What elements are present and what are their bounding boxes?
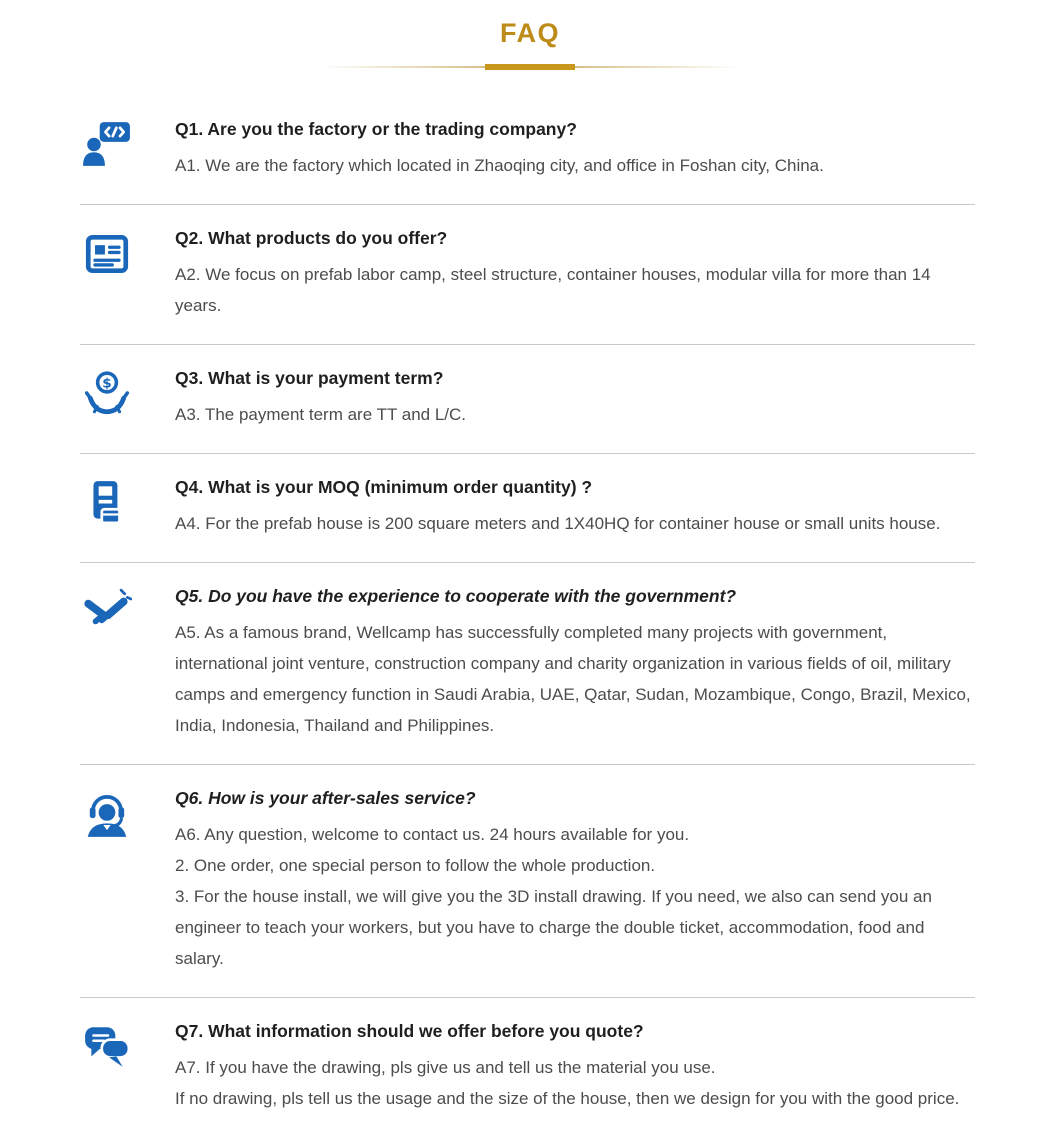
document-list-icon bbox=[82, 229, 132, 279]
icon-column bbox=[80, 786, 175, 974]
chat-bubbles-icon bbox=[82, 1022, 132, 1072]
icon-column bbox=[80, 366, 175, 430]
faq-text bbox=[175, 226, 975, 321]
faq-item-q3 bbox=[80, 345, 975, 454]
faq-answers bbox=[175, 819, 975, 974]
answer-text: A5. As a famous brand, Wellcamp has successfully completed many projects with government, international joint venture, construction company and charity organization in various fields of oil, military camps and emergency function in Saudi Arabia, UAE, Qatar, Sudan, Mozambique, Congo, Brazil, Mexico, India, Indonesia, Thailand and Philippines. bbox=[175, 623, 971, 735]
answer-text: A1. We are the factory which located in Zhaoqing city, and office in Foshan city, China. bbox=[175, 156, 824, 175]
faq-question: Q1. Are you the factory or the trading company? bbox=[175, 119, 577, 139]
answer-text: 3. For the house install, we will give you the 3D install drawing. If you need, we also can send you an engineer to teach your workers, but you have to charge the double ticket, accommodation, food and salary. bbox=[175, 887, 932, 968]
faq-answers bbox=[175, 1052, 975, 1114]
faq-question: Q3. What is your payment term? bbox=[175, 368, 444, 388]
icon-column bbox=[80, 117, 175, 181]
faq-item-q6 bbox=[80, 765, 975, 998]
faq-answers bbox=[175, 150, 975, 181]
answer-text: A6. Any question, welcome to contact us. 24 hours available for you. bbox=[175, 825, 690, 844]
faq-question: Q6. How is your after-sales service? bbox=[175, 788, 476, 808]
faq-text bbox=[175, 475, 975, 539]
faq-item-q7 bbox=[80, 998, 975, 1137]
faq-item-q2 bbox=[80, 205, 975, 345]
faq-question: Q5. Do you have the experience to cooperate with the government? bbox=[175, 586, 737, 606]
faq-question: Q7. What information should we offer before you quote? bbox=[175, 1021, 644, 1041]
faq-item-q5 bbox=[80, 563, 975, 765]
divider-line-right bbox=[575, 66, 740, 68]
divider-line-left bbox=[320, 66, 485, 68]
support-agent-icon bbox=[82, 789, 132, 839]
faq-text bbox=[175, 117, 975, 181]
answer-text: A3. The payment term are TT and L/C. bbox=[175, 405, 467, 424]
faq-answers bbox=[175, 617, 975, 741]
faq-answers bbox=[175, 399, 975, 430]
faq-question: Q2. What products do you offer? bbox=[175, 228, 448, 248]
icon-column bbox=[80, 475, 175, 539]
faq-list bbox=[80, 96, 975, 1137]
faq-item-q4 bbox=[80, 454, 975, 563]
faq-question: Q4. What is your MOQ (minimum order quantity) ? bbox=[175, 477, 593, 497]
faq-item-q1 bbox=[80, 96, 975, 205]
faq-answers bbox=[175, 259, 975, 321]
icon-column bbox=[80, 226, 175, 321]
answer-text: A2. We focus on prefab labor camp, steel structure, container houses, modular villa for more than 14 years. bbox=[175, 265, 931, 315]
answer-text: If no drawing, pls tell us the usage and the size of the house, then we design for you with the good price. bbox=[175, 1089, 960, 1108]
answer-text: 2. One order, one special person to follow the whole production. bbox=[175, 856, 656, 875]
title-divider bbox=[0, 64, 1060, 70]
divider-accent-bar bbox=[485, 64, 575, 70]
page-title: FAQ bbox=[499, 18, 560, 48]
faq-text bbox=[175, 584, 975, 741]
answer-text: A7. If you have the drawing, pls give us and tell us the material you use. bbox=[175, 1058, 716, 1077]
faq-header bbox=[0, 0, 1060, 70]
icon-column bbox=[80, 1019, 175, 1114]
developer-person-icon bbox=[82, 120, 132, 170]
faq-text bbox=[175, 786, 975, 974]
answer-text: A4. For the prefab house is 200 square meters and 1X40HQ for container house or small units house. bbox=[175, 514, 941, 533]
handshake-icon bbox=[82, 587, 132, 637]
faq-text bbox=[175, 366, 975, 430]
money-in-hand-icon bbox=[82, 369, 132, 419]
svg-text:$: $ bbox=[102, 375, 112, 392]
icon-column bbox=[80, 584, 175, 741]
faq-text bbox=[175, 1019, 975, 1114]
faq-answers bbox=[175, 508, 975, 539]
payment-terminal-icon bbox=[82, 478, 132, 528]
